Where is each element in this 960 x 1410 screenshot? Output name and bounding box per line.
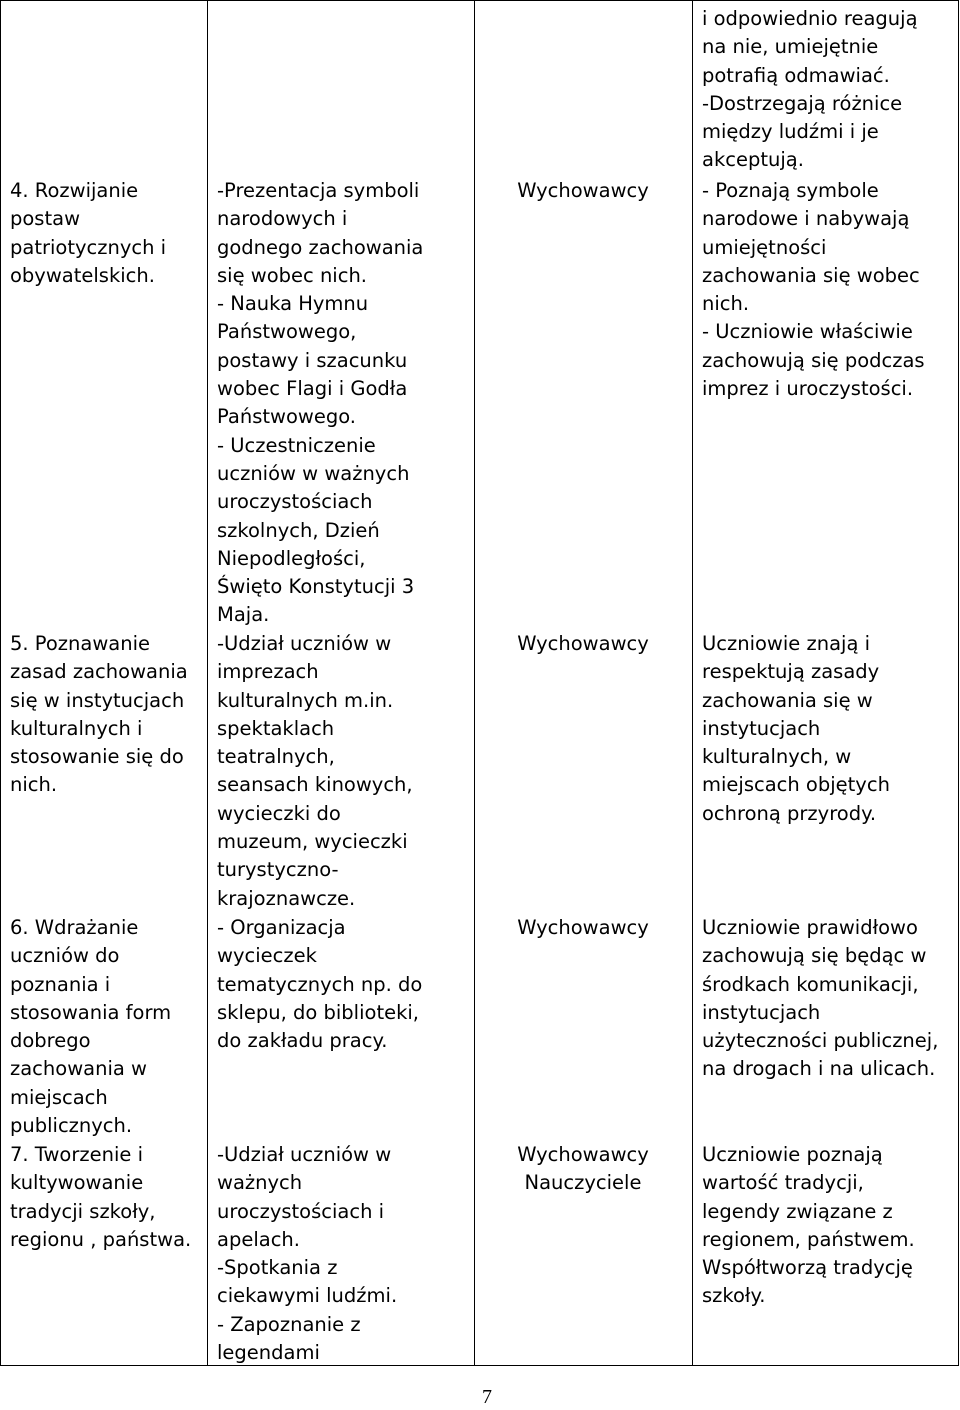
page-number: 7: [482, 1386, 492, 1408]
responsible-row-6: Wychowawcy: [517, 916, 649, 939]
outcome-row-5: Uczniowie znają i respektują zasady zachowania się w instytucjach kulturalnych, w miejscach objętych ochroną przyrody.: [702, 632, 890, 825]
goal-row-6: 6. Wdrażanie uczniów do poznania i stosowania form dobrego zachowania w miejscach publicznych.: [10, 916, 172, 1138]
responsible-row-4: Wychowawcy: [517, 179, 649, 202]
forms-row-4: -Prezentacja symboli narodowych i godnego zachowania się wobec nich. - Nauka Hymnu Państwowego, postawy i szacunku wobec Flagi i Godła Państwowego. - Uczestniczenie uczniów w ważnych uroczystościach szkolnych, Dzień Niepodległości, Święto Konstytucji 3 Maja.: [217, 179, 424, 627]
responsible-row-5: Wychowawcy: [517, 632, 649, 655]
outcome-continuation: i odpowiednio reagują na nie, umiejętnie potrafią odmawiać. -Dostrzegają różnice między ludźmi i je akceptują.: [702, 7, 918, 172]
forms-row-6: - Organizacja wycieczek tematycznych np. do sklepu, do biblioteki, do zakładu pracy.: [217, 916, 423, 1053]
outcome-row-6: Uczniowie prawidłowo zachowują się będąc w środkach komunikacji, instytucjach użyteczności publicznej, na drogach i na ulicach.: [702, 916, 939, 1081]
forms-row-5: -Udział uczniów w imprezach kulturalnych m.in. spektaklach teatralnych, seansach kinowych, wycieczki do muzeum, wycieczki turystyczno- krajoznawcze.: [217, 632, 413, 910]
goal-row-4: 4. Rozwijanie postaw patriotycznych i obywatelskich.: [10, 179, 167, 287]
goal-row-7: 7. Tworzenie i kultywowanie tradycji szkoły, regionu , państwa.: [10, 1143, 192, 1251]
column-divider-2: [474, 0, 475, 1366]
column-divider-1: [207, 0, 208, 1366]
forms-row-7: -Udział uczniów w ważnych uroczystościach i apelach. -Spotkania z ciekawymi ludźmi. - Zapoznanie z legendami: [217, 1143, 398, 1365]
column-divider-3: [692, 0, 693, 1366]
outcome-row-4: - Poznają symbole narodowe i nabywają umiejętności zachowania się wobec nich. - Uczniowie właściwie zachowują się podczas imprez i uroczystości.: [702, 179, 925, 401]
goal-row-5: 5. Poznawanie zasad zachowania się w instytucjach kulturalnych i stosowanie się do nich.: [10, 632, 188, 797]
responsible-row-7: Wychowawcy Nauczyciele: [517, 1143, 649, 1195]
outcome-row-7: Uczniowie poznają wartość tradycji, legendy związane z regionem, państwem. Współtworzą tradycję szkoły.: [702, 1143, 915, 1308]
